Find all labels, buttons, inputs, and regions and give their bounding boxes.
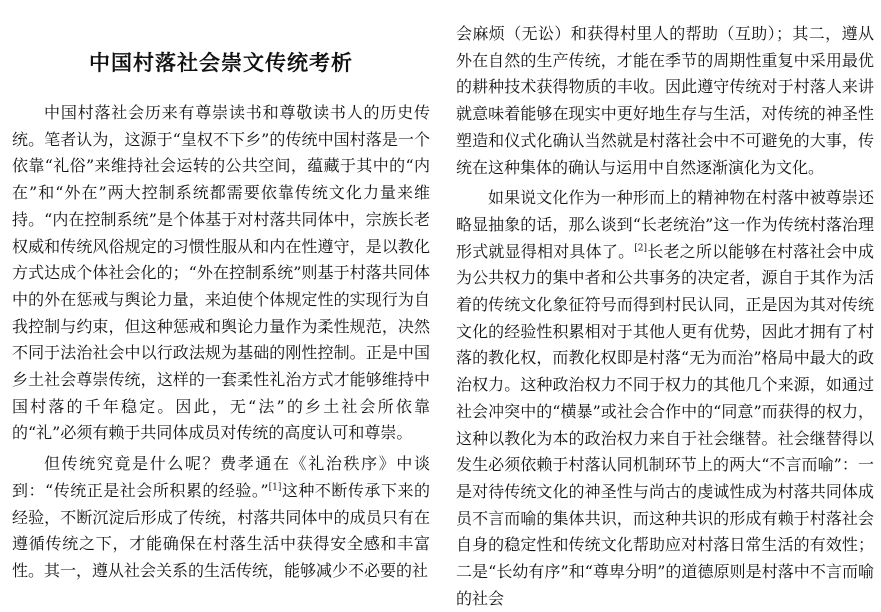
paragraph-3: 会麻烦（无讼）和获得村里人的帮助（互助）；其二，遵从外在自然的生产传统，才能在季节的周期性重复中采用最优的耕种技术获得物质的丰收。因此遵守传统对于村落人来讲就意味着能够在现实中更好地生存与生活，对传统的神圣性塑造和仪式化确认当然就是村落社会中不可避免的大事，传统在这种集体的确认与运用中自然逐渐演化为文化。 [456,24,874,177]
paragraph-1: 中国村落社会历来有尊崇读书和尊敬读书人的历史传统。笔者认为，这源于“皇权不下乡”的传统中国村落是一个依靠“礼俗”来维持社会运转的公共空间，蕴藏于其中的“内在”和“外在”两大控制系统都需要依靠传统文化力量来维持。“内在控制系统”是个体基于对村落共同体中，宗族长老权威和传统风俗规定的习惯性服从和内在性遵守，是以教化方式达成个体社会化的；“外在控制系统”则基于村落共同体中的外在惩戒与舆论力量，来迫使个体规定性的实现行为自我控制与约束，但这种惩戒和舆论力量作为柔性规范，决然不同于法治社会中以行政法规为基础的刚性控制。正是中国乡土社会尊崇传统，这样的一套柔性礼治方式才能够维持中国村落的千年稳定。因此，无“法”的乡土社会所依靠的“礼”必须有赖于共同体成员对传统的高度认可和尊崇。 [12,103,430,443]
paragraph-2 [12,451,430,585]
article-title: 中国村落社会崇文传统考析 [89,51,353,75]
citation-ref-1: [1] [268,482,282,493]
paragraph-4-text-a: 如果说文化作为一种形而上的精神物在村落中被尊崇还略显抽象的话，那么谈到“长老统治”这一作为传统村落治理形式就显得相对具体了。 [456,188,874,261]
left-column [12,0,430,585]
paragraph-2-text-a: 但传统究竟是什么呢？费孝通在《礼治秩序》中谈到：“传统正是社会所积累的经验。” [12,454,430,500]
citation-ref-2: [2] [634,243,648,254]
paragraph-4 [456,185,874,612]
paragraph-4-text-b: 长老之所以能够在村落社会中成为公共权力的集中者和公共事务的决定者，源自于其作为活着的传统文化象征符号而得到村民认同，正是因为其对传统文化的经验性积累相对于其他人更有优势，因此才拥有了村落的教化权，而教化权即是村落“无为而治”格局中最大的政治权力。这种政治权力不同于权力的其他几个来源，如通过社会冲突中的“横暴”或社会合作中的“同意”而获得的权力，这种以教化为本的政治权力来自于社会继替。社会继替得以发生必须依赖于村落认同机制环节上的两大“不言而喻”：一是对待传统文化的神圣性与尚古的虔诚性成为村落共同体成员不言而喻的集体共识，而这种共识的形成有赖于村落社会自身的稳定性和传统文化帮助应对村落日常生活的有效性；二是“长幼有序”和“尊卑分明”的道德原则是村落中不言而喻的社会 [456,241,874,608]
right-column [456,0,874,612]
paragraph-2-text-b: 这种不断传承下来的经验，不断沉淀后形成了传统，村落共同体中的成员只有在遵循传统之下，才能确保在村落生活中获得安全感和丰富性。其一，遵从社会关系的生活传统，能够减少不必要的社 [12,480,430,580]
